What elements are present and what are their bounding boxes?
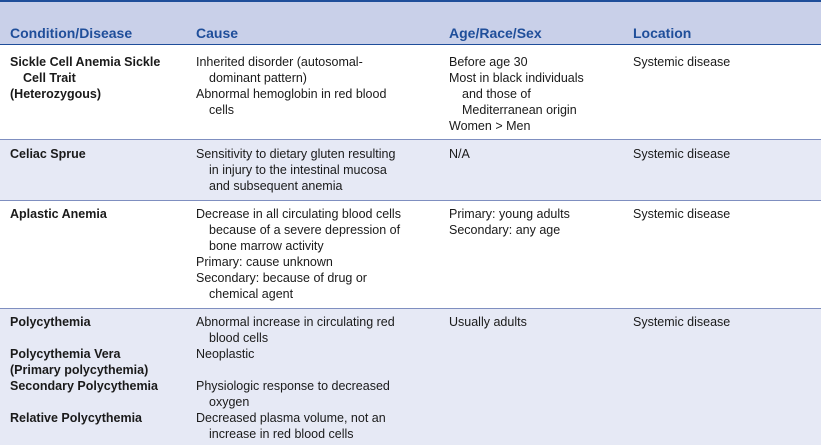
condition-line: Polycythemia Vera bbox=[10, 347, 121, 361]
condition-line: Celiac Sprue bbox=[10, 147, 86, 161]
cause-line: blood cells bbox=[209, 331, 269, 345]
age-cell bbox=[449, 206, 629, 238]
age-line: Mediterranean origin bbox=[462, 103, 577, 117]
location-line: Systemic disease bbox=[633, 207, 731, 221]
location-cell bbox=[633, 314, 813, 330]
cause-line: Abnormal increase in circulating red bbox=[196, 315, 395, 329]
age-line: and those of bbox=[462, 87, 531, 101]
age-line: Secondary: any age bbox=[449, 223, 561, 237]
cause-line: Decreased plasma volume, not an bbox=[196, 411, 386, 425]
age-line: Before age 30 bbox=[449, 55, 528, 69]
condition-cell bbox=[10, 54, 190, 102]
condition-line: Secondary Polycythemia bbox=[10, 379, 158, 393]
cause-cell bbox=[196, 146, 441, 194]
condition-line: Relative Polycythemia bbox=[10, 411, 143, 425]
header-age-race-sex: Age/Race/Sex bbox=[449, 25, 542, 41]
age-cell bbox=[449, 54, 629, 134]
cause-cell bbox=[196, 206, 441, 302]
cause-line: Physiologic response to decreased bbox=[196, 379, 390, 393]
header-condition: Condition/Disease bbox=[10, 25, 133, 41]
table-header-row bbox=[0, 2, 821, 44]
location-line: Systemic disease bbox=[633, 315, 731, 329]
condition-line: Sickle Cell Anemia Sickle bbox=[10, 55, 161, 69]
cause-line: Neoplastic bbox=[196, 347, 255, 361]
cause-line: Sensitivity to dietary gluten resulting bbox=[196, 147, 396, 161]
location-cell bbox=[633, 54, 813, 70]
age-line: Primary: young adults bbox=[449, 207, 570, 221]
cause-line: Inherited disorder (autosomal- bbox=[196, 55, 363, 69]
cause-cell bbox=[196, 314, 441, 442]
table-row bbox=[0, 309, 821, 445]
condition-line: Polycythemia bbox=[10, 315, 91, 329]
cause-line: Abnormal hemoglobin in red blood bbox=[196, 87, 387, 101]
location-cell bbox=[633, 146, 813, 162]
age-cell bbox=[449, 314, 629, 330]
cause-line: Secondary: because of drug or bbox=[196, 271, 367, 285]
cause-line: oxygen bbox=[209, 395, 250, 409]
age-cell bbox=[449, 146, 629, 162]
age-line: Women > Men bbox=[449, 119, 531, 133]
header-cause: Cause bbox=[196, 25, 239, 41]
condition-line: Cell Trait bbox=[23, 71, 76, 85]
location-line: Systemic disease bbox=[633, 147, 731, 161]
location-line: Systemic disease bbox=[633, 55, 731, 69]
cause-line: Decrease in all circulating blood cells bbox=[196, 207, 401, 221]
cause-line: because of a severe depression of bbox=[209, 223, 401, 237]
condition-line: (Primary polycythemia) bbox=[10, 363, 149, 377]
condition-line: Aplastic Anemia bbox=[10, 207, 107, 221]
cause-line: increase in red blood cells bbox=[209, 427, 354, 441]
cause-cell bbox=[196, 54, 441, 118]
condition-cell bbox=[10, 314, 190, 426]
cause-line: dominant pattern) bbox=[209, 71, 307, 85]
condition-cell bbox=[10, 146, 190, 162]
cause-line: chemical agent bbox=[209, 287, 294, 301]
age-line: Usually adults bbox=[449, 315, 527, 329]
table-row bbox=[0, 45, 821, 139]
cause-line: Primary: cause unknown bbox=[196, 255, 333, 269]
location-cell bbox=[633, 206, 813, 222]
header-location: Location bbox=[633, 25, 692, 41]
cause-line: and subsequent anemia bbox=[209, 179, 343, 193]
condition-line: (Heterozygous) bbox=[10, 87, 101, 101]
age-line: N/A bbox=[449, 147, 470, 161]
cause-line: in injury to the intestinal mucosa bbox=[209, 163, 387, 177]
table-row bbox=[0, 201, 821, 308]
table-row bbox=[0, 140, 821, 200]
condition-cell bbox=[10, 206, 190, 222]
cause-line: cells bbox=[209, 103, 235, 117]
age-line: Most in black individuals bbox=[449, 71, 584, 85]
cause-line: bone marrow activity bbox=[209, 239, 324, 253]
